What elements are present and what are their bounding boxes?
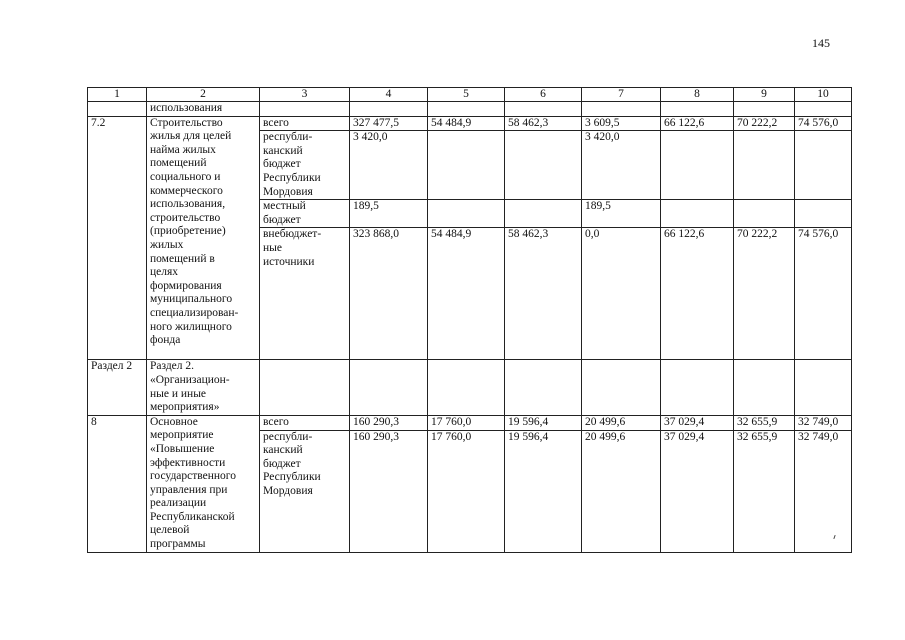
cell-value: 54 484,9: [428, 116, 505, 131]
cell-value: 3 420,0: [582, 131, 661, 200]
table-row: [88, 102, 852, 117]
cell-value: [505, 200, 582, 228]
cell-value: 160 290,3: [350, 430, 428, 552]
column-number: 2: [147, 88, 260, 102]
cell-value: 74 576,0: [795, 228, 852, 360]
column-number: 1: [88, 88, 147, 102]
cell-value: 32 655,9: [734, 415, 795, 430]
cell-value: [661, 131, 734, 200]
cell-value: 58 462,3: [505, 228, 582, 360]
table-row: [88, 116, 852, 131]
cell-description: Основное мероприятие «Повышение эффективности государственного управления при реализации Республиканской целевой программы: [150, 415, 236, 551]
cell-value: [505, 131, 582, 200]
cell-value: [661, 200, 734, 228]
cell-value: 327 477,5: [350, 116, 428, 131]
column-number: 5: [428, 88, 505, 102]
cell-number: 8: [88, 415, 147, 552]
cell-value: 32 655,9: [734, 430, 795, 552]
cell-value: 70 222,2: [734, 116, 795, 131]
cell-value: 54 484,9: [428, 228, 505, 360]
table-row: [88, 360, 852, 415]
column-number: 3: [260, 88, 350, 102]
cell-source: республи- канский бюджет Республики Мордовия: [263, 131, 321, 198]
cell-value: 19 596,4: [505, 415, 582, 430]
cell-value: [795, 131, 852, 200]
cell-value: 17 760,0: [428, 430, 505, 552]
cell-value: 19 596,4: [505, 430, 582, 552]
cell-value: 66 122,6: [661, 228, 734, 360]
cell-value: [734, 131, 795, 200]
cell-value: 3 420,0: [350, 131, 428, 200]
cell-value: [795, 200, 852, 228]
cell-source: республи- канский бюджет Республики Мордовия: [263, 430, 321, 498]
cell-value: 189,5: [582, 200, 661, 228]
cell-value: 70 222,2: [734, 228, 795, 360]
column-number: 6: [505, 88, 582, 102]
cell-description: Раздел 2. «Организацион- ные и иные мероприятия»: [150, 360, 230, 414]
cell-number: 7.2: [88, 116, 147, 360]
cell-description: использования: [147, 102, 260, 117]
column-number: 4: [350, 88, 428, 102]
column-number: 9: [734, 88, 795, 102]
cell-number: Раздел 2: [88, 360, 147, 415]
cell-source: местный бюджет: [263, 200, 306, 226]
cell-value: 58 462,3: [505, 116, 582, 131]
cell-value: 32 749,0: [795, 415, 852, 430]
cell-value: 3 609,5: [582, 116, 661, 131]
cell-value: 17 760,0: [428, 415, 505, 430]
page-number: 145: [812, 36, 830, 50]
cell-value: 37 029,4: [661, 430, 734, 552]
cell-value: 20 499,6: [582, 415, 661, 430]
cell-value: 32 749,0: [795, 430, 852, 552]
cell-value: 323 868,0: [350, 228, 428, 360]
header-row: [88, 88, 852, 102]
cell-value: 0,0: [582, 228, 661, 360]
cell-value: 189,5: [350, 200, 428, 228]
table-row: [88, 415, 852, 430]
cell-description: Строительство жилья для целей найма жилых помещений социального и коммерческого использования, строительство (приобретение) жилых помещений в целях формирования муниципального специализирован- ного жилищного фонда: [150, 116, 239, 347]
cell-source: внебюджет- ные источники: [263, 228, 322, 268]
cell-value: 20 499,6: [582, 430, 661, 552]
cell-source: всего: [260, 415, 350, 430]
cell-source: всего: [260, 116, 350, 131]
cell-value: 160 290,3: [350, 415, 428, 430]
cell-value: [734, 200, 795, 228]
cell-value: [428, 200, 505, 228]
budget-table: [87, 87, 852, 553]
cell-value: 37 029,4: [661, 415, 734, 430]
column-number: 10: [795, 88, 852, 102]
column-number: 7: [582, 88, 661, 102]
column-number: 8: [661, 88, 734, 102]
cell-value: 66 122,6: [661, 116, 734, 131]
cell-value: 74 576,0: [795, 116, 852, 131]
cell-value: [428, 131, 505, 200]
